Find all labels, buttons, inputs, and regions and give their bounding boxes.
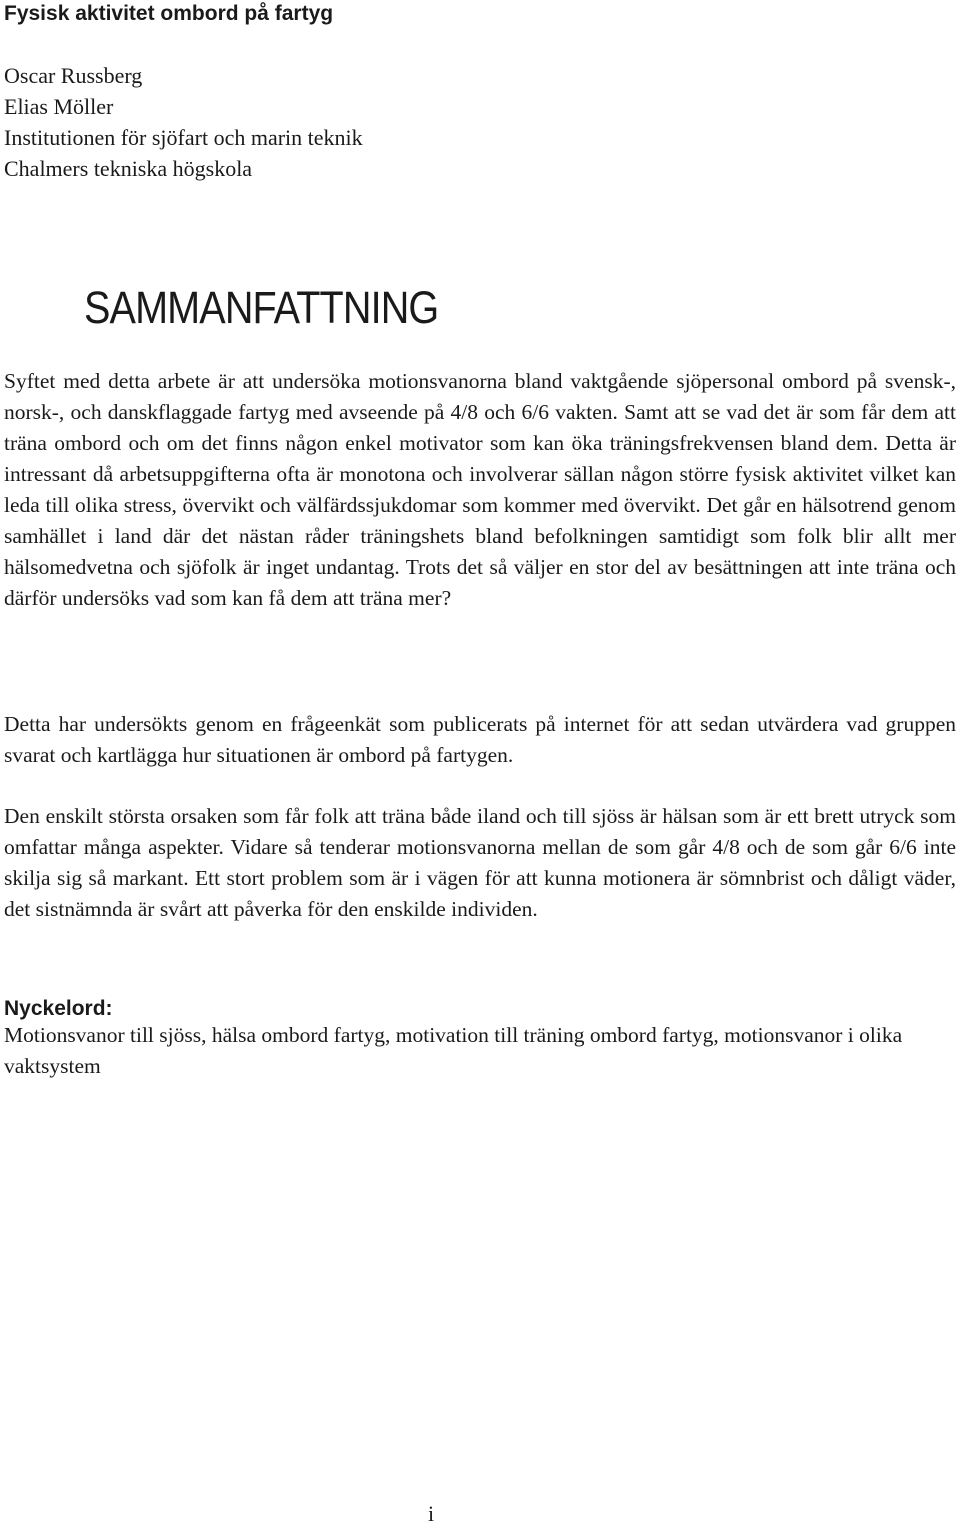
page-number: i — [428, 1501, 435, 1526]
document-title: Fysisk aktivitet ombord på fartyg — [4, 2, 334, 25]
section-heading: SAMMANFATTNING — [84, 282, 439, 333]
keywords-label: Nyckelord: — [4, 997, 113, 1020]
keywords-text: Motionsvanor till sjöss, hälsa ombord fartyg, motivation till träning ombord fartyg, motionsvanor i olika vaktsystem — [4, 1023, 903, 1078]
author-line: Oscar Russberg — [4, 63, 143, 88]
affiliation-line: Institutionen för sjöfart och marin teknik — [4, 125, 363, 150]
abstract-paragraph: Syftet med detta arbete är att undersöka motionsvanorna bland vaktgående sjöpersonal ombord på svensk-, norsk-, och danskflaggade fartyg med avseende på 4/8 och 6/6 vakten. Samt att se vad det är som får dem att träna ombord och om det finns någon enkel motivator som kan öka träningsfrekvensen bland dem. Detta är intressant då arbetsuppgifterna ofta är monotona och involverar sällan någon större fysisk aktivitet vilket kan leda till olika stress, övervikt och välfärdssjukdomar som kommer med övervikt. Det går en hälsotrend genom samhället i land där det nästan råder träningshets bland befolkningen samtidigt som folk blir allt mer hälsomedvetna och sjöfolk är inget undantag. Trots det så väljer en stor del av besättningen att inte träna och därför undersöks vad som kan få dem att träna mer? — [4, 369, 956, 610]
abstract-paragraph: Detta har undersökts genom en frågeenkät som publicerats på internet för att sedan utvärdera vad gruppen svarat och kartlägga hur situationen är ombord på fartygen. — [4, 712, 956, 767]
affiliation-line: Chalmers tekniska högskola — [4, 156, 253, 181]
author-line: Elias Möller — [4, 94, 114, 119]
abstract-paragraph: Den enskilt största orsaken som får folk att träna både iland och till sjöss är hälsan som är ett brett utryck som omfattar många aspekter. Vidare så tenderar motionsvanorna mellan de som går 4/8 och de som går 6/6 inte skilja sig så markant. Ett stort problem som är i vägen för att kunna motionera är sömnbrist och dåligt väder, det sistnämnda är svårt att påverka för den enskilde individen. — [4, 804, 956, 921]
author-block — [4, 60, 363, 184]
